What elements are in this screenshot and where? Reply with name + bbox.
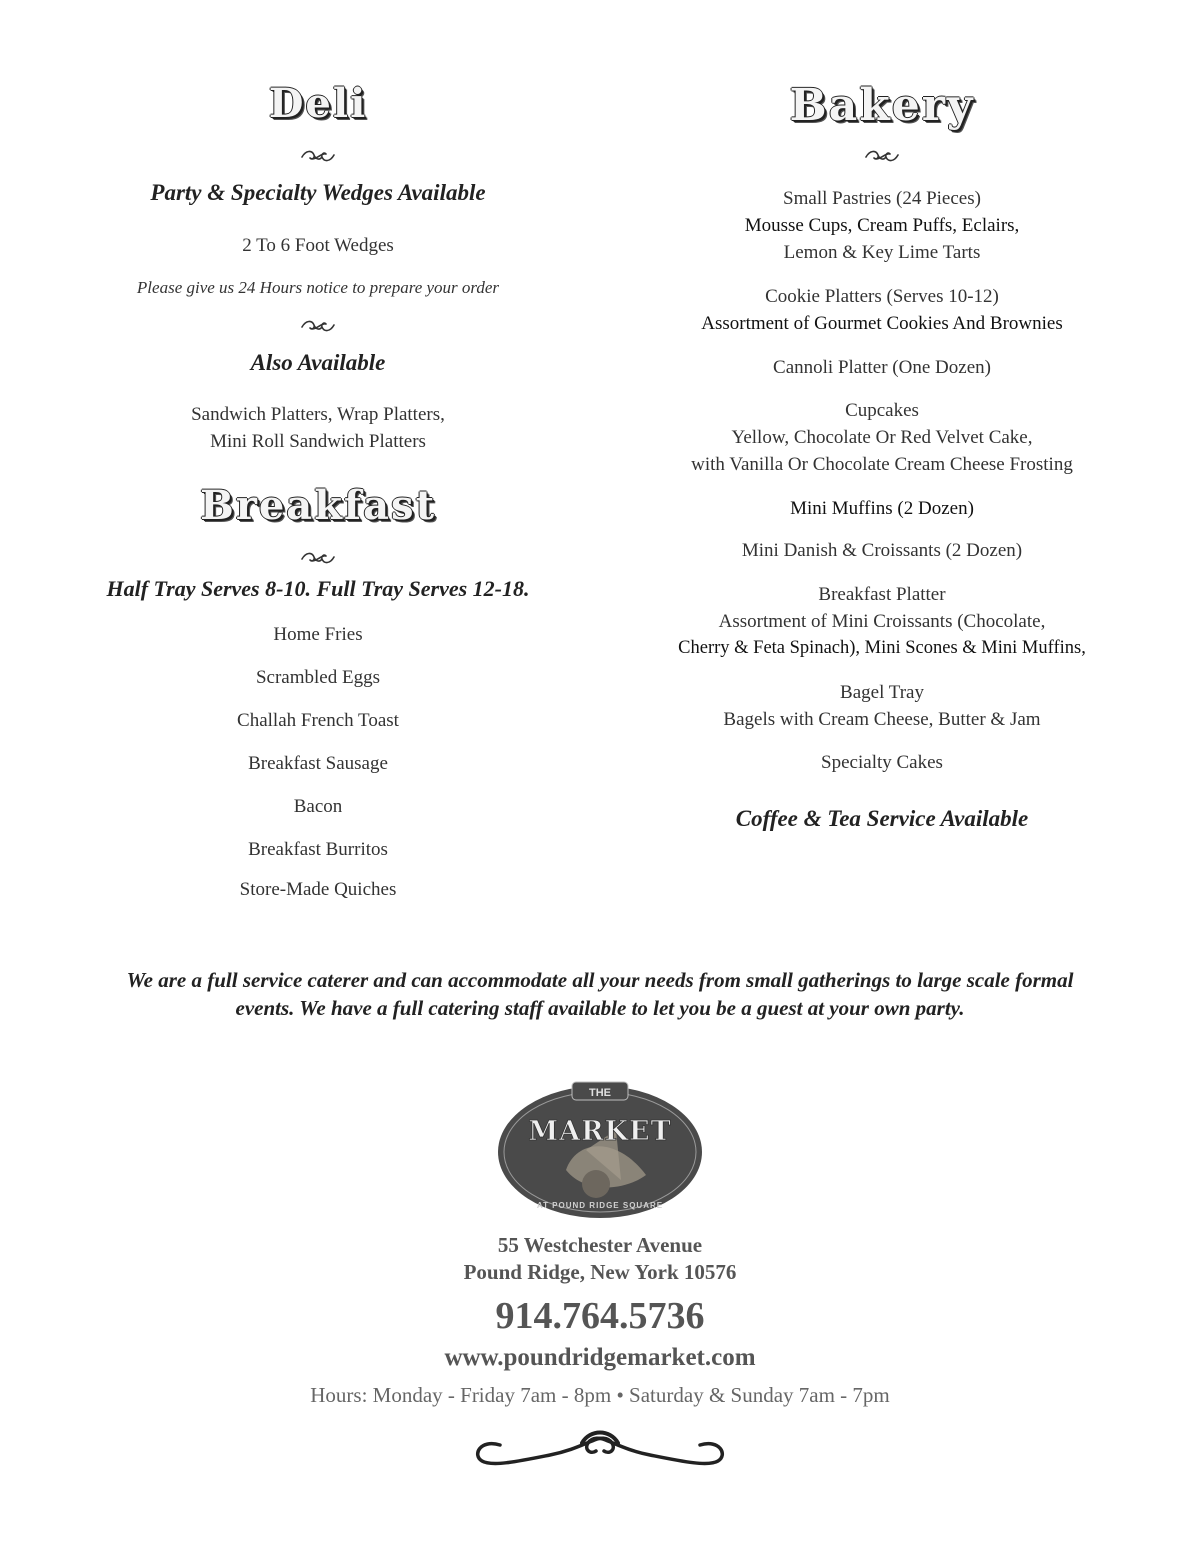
breakfast-item: Bacon [293,796,343,817]
pastries-line2: Mousse Cups, Cream Puffs, Eclairs, [744,215,1020,236]
breakfast-platter-line3: Cherry & Feta Spinach), Mini Scones & Mini Muffins, [678,638,1086,658]
pastries-title: Small Pastries (24 Pieces) [783,188,981,209]
cookies-title: Cookie Platters (Serves 10-12) [765,286,999,307]
breakfast-item: Store-Made Quiches [239,879,397,900]
cupcakes-title: Cupcakes [845,400,919,421]
wedges-heading: Party & Specialty Wedges Available [150,180,486,205]
mini-muffins: Mini Muffins (2 Dozen) [790,498,974,519]
deli-title: Deli [268,80,368,127]
breakfast-item: Challah French Toast [237,710,399,731]
market-logo [496,1080,704,1220]
cupcakes-line3: with Vanilla Or Chocolate Cream Cheese Frosting [691,454,1073,475]
flourish-icon [864,148,900,164]
website-link[interactable]: www.poundridgemarket.com [444,1344,756,1371]
logo-bottom-text: AT POUND RIDGE SQUARE [536,1201,664,1210]
breakfast-platter-line2: Assortment of Mini Croissants (Chocolate, [718,611,1046,632]
also-available-line1: Sandwich Platters, Wrap Platters, [191,404,445,425]
cupcakes-line2: Yellow, Chocolate Or Red Velvet Cake, [731,427,1033,448]
swirl-ornament-icon [470,1425,730,1475]
breakfast-item: Home Fries [273,624,363,645]
bagel-tray-title: Bagel Tray [840,682,924,703]
logo-main-text: MARKET [528,1116,672,1147]
pastries-line3: Lemon & Key Lime Tarts [783,242,981,263]
catering-blurb [100,966,1100,1022]
coffee-tea-service: Coffee & Tea Service Available [735,806,1029,831]
also-available-line2: Mini Roll Sandwich Platters [210,431,426,452]
breakfast-title: Breakfast [199,482,437,529]
store-hours: Hours: Monday - Friday 7am - 8pm • Saturday & Sunday 7am - 7pm [310,1383,890,1407]
also-available-heading: Also Available [250,350,386,375]
cannoli-platter: Cannoli Platter (One Dozen) [773,357,991,378]
address-line1: 55 Westchester Avenue [497,1233,703,1257]
blurb-line1: We are a full service caterer and can accommodate all your needs from small gatherings to large scale formal [126,968,1074,992]
cookies-line2: Assortment of Gourmet Cookies And Brownies [701,313,1063,334]
mini-danish: Mini Danish & Croissants (2 Dozen) [741,540,1023,561]
logo-top-text: THE [589,1087,611,1099]
blurb-line2: events. We have a full catering staff available to let you be a guest at your own party. [235,996,965,1020]
flourish-icon [300,148,336,164]
breakfast-item: Scrambled Eggs [255,667,380,688]
flourish-icon [300,550,336,566]
phone-number: 914.764.5736 [495,1295,705,1337]
wedges-sizes: 2 To 6 Foot Wedges [242,235,394,256]
breakfast-platter-title: Breakfast Platter [818,584,946,605]
bagel-tray-line2: Bagels with Cream Cheese, Butter & Jam [723,709,1041,730]
breakfast-item: Breakfast Sausage [248,753,388,774]
flourish-icon [300,318,336,334]
specialty-cakes: Specialty Cakes [821,752,943,773]
order-notice: Please give us 24 Hours notice to prepare your order [136,278,500,297]
tray-info: Half Tray Serves 8-10. Full Tray Serves 12-18. [106,576,530,601]
address-line2: Pound Ridge, New York 10576 [463,1260,737,1284]
breakfast-item: Breakfast Burritos [248,839,388,860]
bakery-title: Bakery [789,80,975,131]
